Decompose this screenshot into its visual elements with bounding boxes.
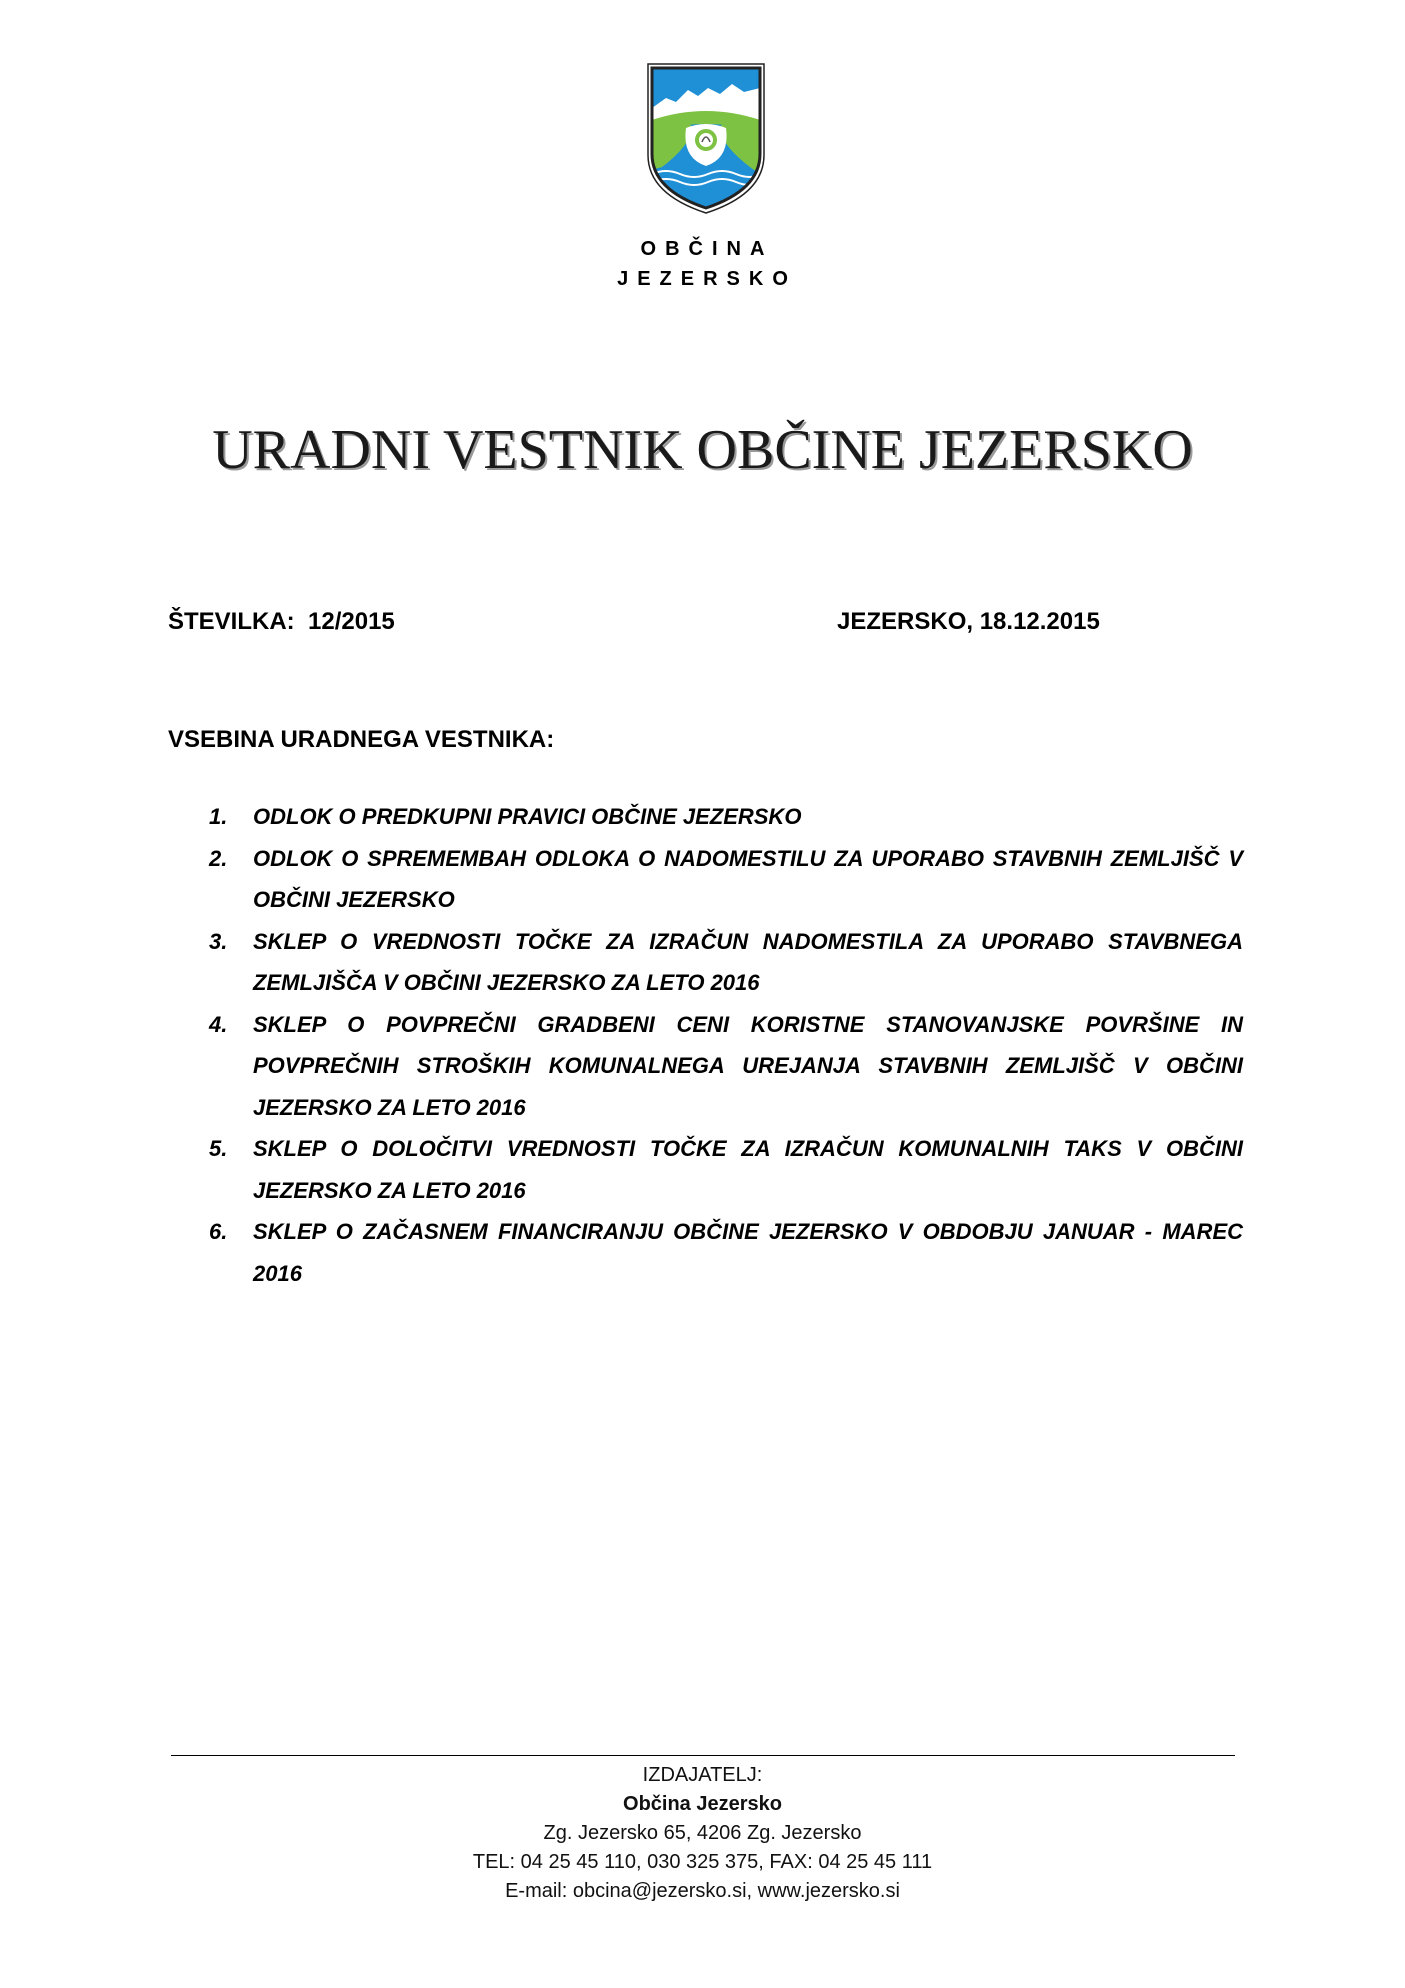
org-name-line2: JEZERSKO [617, 268, 797, 290]
list-item [209, 796, 1243, 838]
list-item-text: ODLOK O SPREMEMBAH ODLOKA O NADOMESTILU ZA UPORABO STAVBNIH ZEMLJIŠČ V OBČINI JEZERSKO [253, 845, 1243, 912]
contents-list [209, 796, 1243, 1294]
list-item [209, 921, 1243, 1004]
list-item-number: 1. [209, 804, 228, 829]
list-item-number: 5. [209, 1136, 228, 1161]
contents-heading: VSEBINA URADNEGA VESTNIKA: [168, 726, 555, 753]
place-and-date: JEZERSKO, 18.12.2015 [837, 608, 1100, 635]
page-title: URADNI VESTNIK OBČINE JEZERSKO [212, 419, 1193, 481]
issue-number: ŠTEVILKA: 12/2015 [168, 608, 395, 635]
list-item-text: SKLEP O VREDNOSTI TOČKE ZA IZRAČUN NADOMESTILA ZA UPORABO STAVBNEGA ZEMLJIŠČA V OBČINI JEZERSKO ZA LETO 2016 [253, 928, 1243, 995]
publisher-address: Zg. Jezersko 65, 4206 Zg. Jezersko [543, 1822, 862, 1844]
publisher-name: Občina Jezersko [623, 1793, 782, 1815]
org-name-line1: OBČINA [640, 238, 774, 260]
list-item [209, 1211, 1243, 1294]
list-item [209, 1004, 1243, 1129]
list-item-text: SKLEP O ZAČASNEM FINANCIRANJU OBČINE JEZERSKO V OBDOBJU JANUAR - MAREC 2016 [253, 1219, 1243, 1286]
list-item-number: 4. [209, 1011, 228, 1037]
list-item-number: 2. [209, 845, 228, 871]
list-item-text: ODLOK O PREDKUPNI PRAVICI OBČINE JEZERSKO [253, 804, 802, 829]
list-item [209, 1128, 1243, 1211]
footer-divider [171, 1755, 1235, 1756]
municipality-coat-of-arms-icon [646, 62, 766, 214]
list-item-text: SKLEP O POVPREČNI GRADBENI CENI KORISTNE STANOVANJSKE POVRŠINE IN POVPREČNIH STROŠKIH KOMUNALNEGA UREJANJA STAVBNIH ZEMLJIŠČ V OBČINI JEZERSKO ZA LETO 2016 [253, 1011, 1243, 1120]
publisher-contact: E-mail: obcina@jezersko.si, www.jezersko.si [505, 1880, 900, 1902]
publisher-label: IZDAJATELJ: [642, 1764, 763, 1786]
publisher-phones: TEL: 04 25 45 110, 030 325 375, FAX: 04 25 45 111 [472, 1851, 933, 1873]
list-item-number: 3. [209, 928, 228, 954]
list-item-number: 6. [209, 1219, 228, 1244]
list-item [209, 838, 1243, 921]
list-item-text: SKLEP O DOLOČITVI VREDNOSTI TOČKE ZA IZRAČUN KOMUNALNIH TAKS V OBČINI JEZERSKO ZA LETO 2016 [253, 1136, 1243, 1203]
